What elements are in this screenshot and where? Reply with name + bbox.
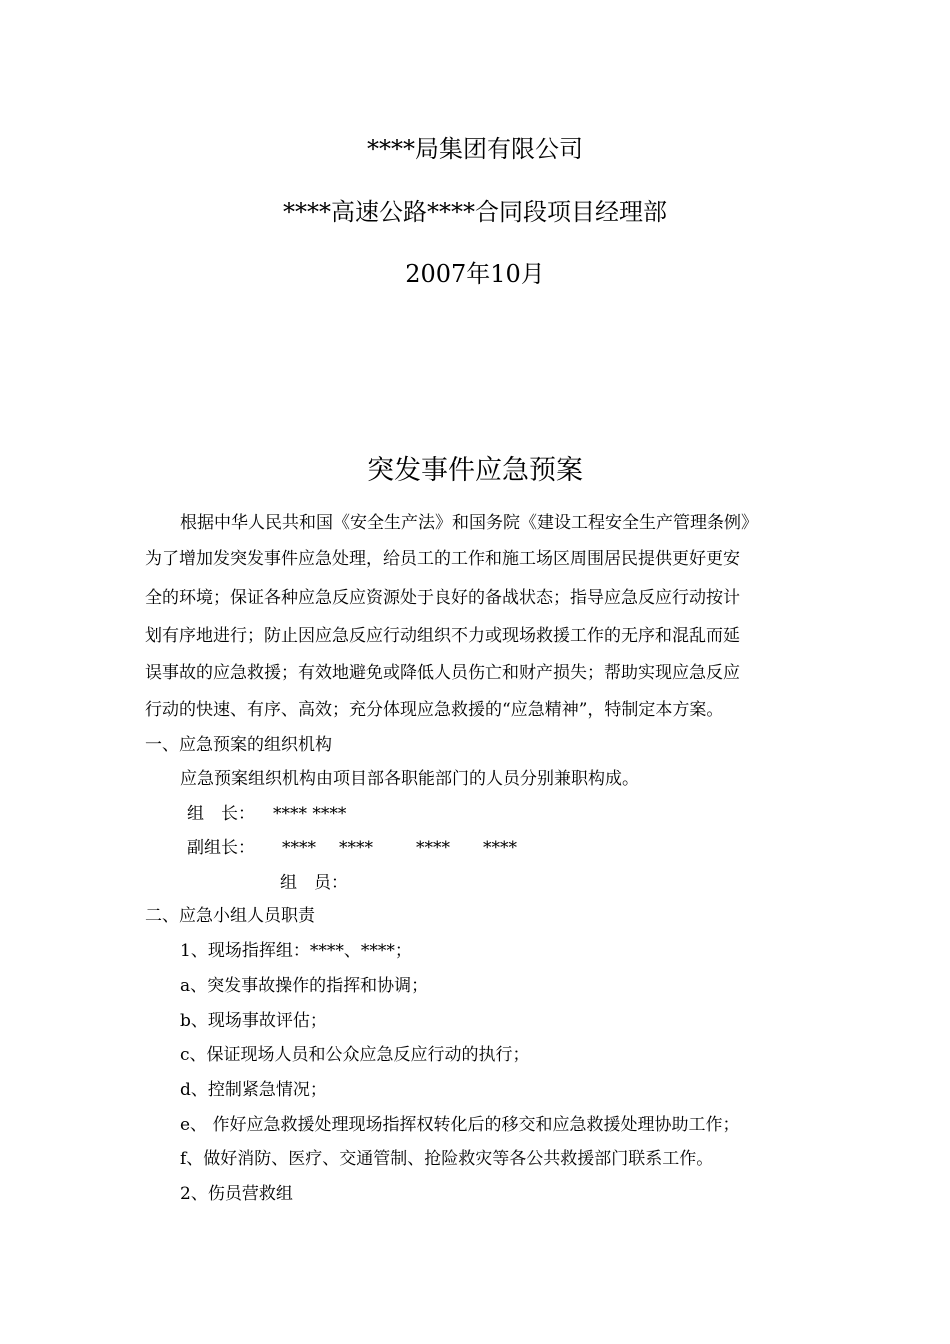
section2-heading: 二、应急小组人员职责	[145, 906, 315, 926]
deputy-leader-label: 副组长：	[187, 838, 255, 858]
group2-title: 2、伤员营救组	[180, 1184, 293, 1204]
deputy-leader-value: ****	[282, 838, 316, 858]
deputy-leader-value: ****	[339, 838, 373, 858]
intro-line: 误事故的应急救援；有效地避免或降低人员伤亡和财产损失；帮助实现应急反应	[145, 663, 740, 683]
deputy-leader-value: ****	[416, 838, 450, 858]
group1-title: 1、现场指挥组：****、****；	[180, 941, 412, 961]
intro-line: 为了增加发突发事件应急处理，给员工的工作和施工场区周围居民提供更好更安	[145, 549, 740, 569]
duty-item: e、 作好应急救援处理现场指挥权转化后的移交和应急救援处理协助工作；	[180, 1115, 740, 1135]
section1-heading: 一、应急预案的组织机构	[145, 735, 332, 755]
duty-item: a、突发事故操作的指挥和协调；	[180, 976, 429, 996]
leader-value: **** ****	[273, 804, 347, 824]
section1-description: 应急预案组织机构由项目部各职能部门的人员分别兼职构成。	[180, 769, 639, 789]
intro-line: 行动的快速、有序、高效；充分体现应急救援的“应急精神”，特制定本方案。	[145, 700, 724, 720]
leader-label: 组 长：	[187, 804, 255, 824]
duty-item: c、保证现场人员和公众应急反应行动的执行；	[180, 1045, 530, 1065]
intro-line: 根据中华人民共和国《安全生产法》和国务院《建设工程安全生产管理条例》	[180, 513, 758, 533]
intro-line: 全的环境；保证各种应急反应资源处于良好的备战状态；指导应急反应行动按计	[145, 588, 740, 608]
deputy-leader-value: ****	[483, 838, 517, 858]
company-name: ****局集团有限公司	[367, 135, 583, 163]
document-title: 突发事件应急预案	[367, 455, 583, 486]
member-label: 组 员：	[280, 873, 348, 893]
duty-item: f、做好消防、医疗、交通管制、抢险救灾等各公共救援部门联系工作。	[180, 1149, 714, 1169]
duty-item: b、现场事故评估；	[180, 1011, 327, 1031]
intro-line: 划有序地进行；防止因应急反应行动组织不力或现场救援工作的无序和混乱而延	[145, 626, 740, 646]
document-date: 2007年10月	[405, 260, 545, 288]
duty-item: d、控制紧急情况；	[180, 1080, 327, 1100]
department-name: ****高速公路****合同段项目经理部	[283, 198, 667, 226]
